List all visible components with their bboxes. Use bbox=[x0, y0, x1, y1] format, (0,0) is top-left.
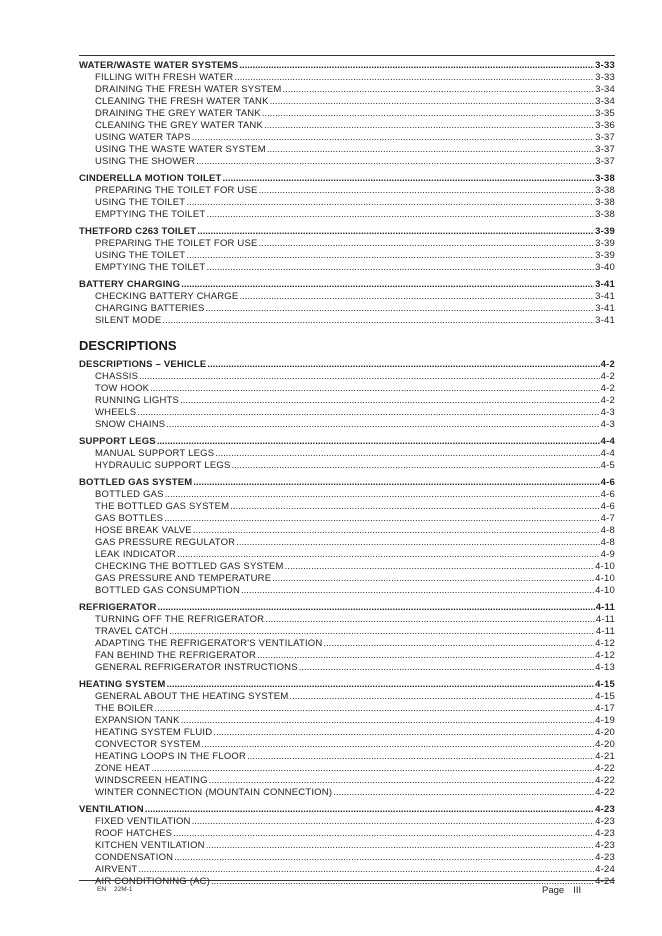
toc-heading-label: HEATING SYSTEM bbox=[79, 679, 166, 690]
toc-entry[interactable] bbox=[79, 156, 615, 168]
toc-entry-page: 4-12 bbox=[595, 650, 615, 661]
toc-entry-label: CLEANING THE FRESH WATER TANK bbox=[95, 96, 269, 107]
dot-leader bbox=[209, 775, 594, 787]
toc-group bbox=[79, 679, 615, 799]
toc-entry-page: 4-19 bbox=[595, 715, 615, 726]
dot-leader bbox=[259, 185, 595, 197]
dot-leader bbox=[206, 209, 594, 221]
dot-leader bbox=[223, 173, 595, 185]
toc-entry[interactable] bbox=[79, 525, 615, 537]
dot-leader bbox=[299, 662, 594, 674]
toc-entry-page: 4-3 bbox=[600, 407, 615, 418]
toc-entry-page: 3-37 bbox=[595, 144, 615, 155]
toc-entry-page: 3-38 bbox=[595, 197, 615, 208]
toc-entry[interactable] bbox=[79, 238, 615, 250]
toc-entry-page: 4-11 bbox=[595, 614, 615, 625]
toc-entry[interactable] bbox=[79, 775, 615, 787]
toc-entry-page: 4-24 bbox=[595, 864, 615, 875]
toc-entry[interactable] bbox=[79, 650, 615, 662]
dot-leader bbox=[213, 727, 594, 739]
dot-leader bbox=[264, 120, 594, 132]
toc-entry[interactable] bbox=[79, 96, 615, 108]
dot-leader bbox=[164, 513, 599, 525]
dot-leader bbox=[259, 238, 595, 250]
toc-entry[interactable] bbox=[79, 419, 615, 431]
toc-entry-page: 4-7 bbox=[600, 513, 615, 524]
toc-entry-page: 4-15 bbox=[595, 691, 615, 702]
toc-entry[interactable] bbox=[79, 703, 615, 715]
toc-entry-page: 4-8 bbox=[600, 537, 615, 548]
toc-entry-page: 3-40 bbox=[595, 262, 615, 273]
toc-entry-label: CHECKING THE BOTTLED GAS SYSTEM bbox=[95, 561, 284, 572]
toc-entry[interactable] bbox=[79, 407, 615, 419]
dot-leader bbox=[177, 549, 600, 561]
dot-leader bbox=[151, 763, 594, 775]
dot-leader bbox=[150, 383, 599, 395]
dot-leader bbox=[181, 715, 595, 727]
dot-leader bbox=[145, 804, 594, 816]
toc-group bbox=[79, 804, 615, 888]
toc-entry-label: USING THE TOILET bbox=[95, 197, 186, 208]
dot-leader bbox=[167, 679, 595, 691]
toc-group bbox=[79, 436, 615, 472]
toc-heading-label: BATTERY CHARGING bbox=[79, 279, 181, 290]
toc-entry-page: 3-34 bbox=[595, 84, 615, 95]
toc-entry-label: DRAINING THE GREY WATER TANK bbox=[95, 108, 261, 119]
toc-heading-label: WATER/WASTE WATER SYSTEMS bbox=[79, 60, 239, 71]
toc-group bbox=[79, 226, 615, 274]
toc-entry[interactable] bbox=[79, 460, 615, 472]
toc-entry-page: 4-21 bbox=[595, 751, 615, 762]
toc-entry[interactable] bbox=[79, 549, 615, 561]
footer-doc-code: 22M-1 bbox=[114, 886, 133, 893]
toc-entry-label: SILENT MODE bbox=[95, 315, 162, 326]
toc-entry[interactable] bbox=[79, 501, 615, 513]
toc-entry[interactable] bbox=[79, 513, 615, 525]
toc-entry-page: 3-36 bbox=[595, 120, 615, 131]
toc-entry-label: CHARGING BATTERIES bbox=[95, 303, 205, 314]
toc-entry-label: GENERAL REFRIGERATOR INSTRUCTIONS bbox=[95, 662, 298, 673]
toc-entry-page: 4-8 bbox=[600, 525, 615, 536]
toc-entry-label: FIXED VENTILATION bbox=[95, 816, 191, 827]
toc-entry-label: HOSE BREAK VALVE bbox=[95, 525, 192, 536]
toc-heading[interactable] bbox=[79, 602, 615, 614]
dot-leader bbox=[169, 626, 595, 638]
dot-leader bbox=[181, 279, 594, 291]
toc-entry[interactable] bbox=[79, 691, 615, 703]
toc-heading[interactable] bbox=[79, 477, 615, 489]
dot-leader bbox=[270, 96, 595, 108]
toc-entry[interactable] bbox=[79, 197, 615, 209]
toc-entry-label: CLEANING THE GREY WATER TANK bbox=[95, 120, 264, 131]
footer-page bbox=[542, 885, 590, 896]
dot-leader bbox=[285, 561, 595, 573]
dot-leader bbox=[206, 303, 595, 315]
dot-leader bbox=[262, 108, 594, 120]
toc-entry-label: HEATING SYSTEM FLUID bbox=[95, 727, 213, 738]
dot-leader bbox=[206, 262, 594, 274]
toc-entry-page: 4-6 bbox=[600, 489, 615, 500]
toc-entry-page: 3-39 bbox=[595, 238, 615, 249]
toc-entry-page: 4-24 bbox=[595, 876, 615, 887]
toc-entry-label: EXPANSION TANK bbox=[95, 715, 180, 726]
toc-entry-label: EMPTYING THE TOILET bbox=[95, 209, 206, 220]
dot-leader bbox=[230, 501, 599, 513]
toc-heading-page: 3-33 bbox=[595, 60, 615, 71]
toc-entry-label: WINDSCREEN HEATING bbox=[95, 775, 208, 786]
toc-entry-page: 3-38 bbox=[595, 185, 615, 196]
toc-entry-page: 4-13 bbox=[595, 662, 615, 673]
toc-entry-label: FAN BEHIND THE REFRIGERATOR bbox=[95, 650, 257, 661]
toc-heading-label: SUPPORT LEGS bbox=[79, 436, 156, 447]
toc-heading-label: THETFORD C263 TOILET bbox=[79, 226, 197, 237]
toc-entry[interactable] bbox=[79, 852, 615, 864]
toc-entry[interactable] bbox=[79, 763, 615, 775]
dot-leader bbox=[139, 371, 600, 383]
toc-entry[interactable] bbox=[79, 751, 615, 763]
toc-entry[interactable] bbox=[79, 876, 615, 888]
dot-leader bbox=[155, 703, 595, 715]
toc-entry-label: DRAINING THE FRESH WATER SYSTEM bbox=[95, 84, 282, 95]
toc-heading[interactable] bbox=[79, 804, 615, 816]
toc-entry[interactable] bbox=[79, 638, 615, 650]
toc-entry-page: 4-4 bbox=[600, 448, 615, 459]
toc-entry-label: USING THE SHOWER bbox=[95, 156, 196, 167]
toc-heading[interactable] bbox=[79, 279, 615, 291]
toc-entry-label: HYDRAULIC SUPPORT LEGS bbox=[95, 460, 231, 471]
toc-entry[interactable] bbox=[79, 250, 615, 262]
dot-leader bbox=[193, 525, 600, 537]
dot-leader bbox=[247, 751, 594, 763]
dot-leader bbox=[239, 60, 594, 72]
toc-entry-page: 3-34 bbox=[595, 96, 615, 107]
toc-entry[interactable] bbox=[79, 395, 615, 407]
toc-heading-label: VENTILATION bbox=[79, 804, 144, 815]
toc-group bbox=[79, 279, 615, 327]
toc-entry[interactable] bbox=[79, 383, 615, 395]
toc-entry-page: 3-33 bbox=[595, 72, 615, 83]
toc-heading[interactable] bbox=[79, 173, 615, 185]
toc-entry-label: KITCHEN VENTILATION bbox=[95, 840, 205, 851]
toc-group bbox=[79, 173, 615, 221]
dot-leader bbox=[186, 197, 594, 209]
toc-part-descriptions bbox=[79, 359, 615, 888]
toc-entry-page: 4-23 bbox=[595, 840, 615, 851]
toc-entry-page: 3-38 bbox=[595, 209, 615, 220]
dot-leader bbox=[211, 876, 594, 888]
toc-heading-page: 4-6 bbox=[600, 477, 615, 488]
section-title: DESCRIPTIONS bbox=[79, 338, 177, 353]
dot-leader bbox=[157, 436, 600, 448]
dot-leader bbox=[186, 250, 594, 262]
toc-heading[interactable] bbox=[79, 226, 615, 238]
toc-entry-page: 4-20 bbox=[595, 739, 615, 750]
toc-entry-page: 4-22 bbox=[595, 775, 615, 786]
toc-entry-page: 3-37 bbox=[595, 132, 615, 143]
toc-entry-label: GAS PRESSURE AND TEMPERATURE bbox=[95, 573, 272, 584]
toc-entry[interactable] bbox=[79, 303, 615, 315]
dot-leader bbox=[180, 395, 600, 407]
toc-entry-label: FILLING WITH FRESH WATER bbox=[95, 72, 234, 83]
dot-leader bbox=[166, 419, 599, 431]
toc-entry-label: GENERAL ABOUT THE HEATING SYSTEM bbox=[95, 691, 289, 702]
toc-entry-label: CONVECTOR SYSTEM bbox=[95, 739, 201, 750]
dot-leader bbox=[267, 144, 594, 156]
dot-leader bbox=[137, 407, 599, 419]
dot-leader bbox=[289, 691, 594, 703]
dot-leader bbox=[241, 585, 594, 597]
dot-leader bbox=[158, 602, 595, 614]
toc-entry-label: HEATING LOOPS IN THE FLOOR bbox=[95, 751, 247, 762]
toc-entry-label: THE BOTTLED GAS SYSTEM bbox=[95, 501, 230, 512]
toc-entry-page: 4-22 bbox=[595, 787, 615, 798]
toc-heading-label: CINDERELLA MOTION TOILET bbox=[79, 173, 222, 184]
toc-entry[interactable] bbox=[79, 662, 615, 674]
toc-entry[interactable] bbox=[79, 291, 615, 303]
toc-entry[interactable] bbox=[79, 209, 615, 221]
toc-entry-label: AIRVENT bbox=[95, 864, 138, 875]
toc-entry-page: 3-37 bbox=[595, 156, 615, 167]
dot-leader bbox=[165, 489, 600, 501]
toc-entry-label: USING THE TOILET bbox=[95, 250, 186, 261]
dot-leader bbox=[236, 537, 599, 549]
toc-entry[interactable] bbox=[79, 864, 615, 876]
toc-entry-label: LEAK INDICATOR bbox=[95, 549, 177, 560]
toc-entry-page: 4-2 bbox=[600, 383, 615, 394]
toc-group bbox=[79, 477, 615, 597]
toc-entry-label: GAS PRESSURE REGULATOR bbox=[95, 537, 236, 548]
toc-heading[interactable] bbox=[79, 436, 615, 448]
toc-entry-label: TURNING OFF THE REFRIGERATOR bbox=[95, 614, 265, 625]
toc-heading-page: 3-38 bbox=[595, 173, 615, 184]
toc-entry[interactable] bbox=[79, 489, 615, 501]
toc-entry[interactable] bbox=[79, 537, 615, 549]
toc-entry[interactable] bbox=[79, 614, 615, 626]
toc-entry-page: 4-23 bbox=[595, 852, 615, 863]
dot-leader bbox=[283, 84, 595, 96]
toc-entry[interactable] bbox=[79, 315, 615, 327]
dot-leader bbox=[138, 864, 594, 876]
toc-heading[interactable] bbox=[79, 679, 615, 691]
toc-entry-label: AIR CONDITIONING (AC) bbox=[95, 876, 211, 887]
toc-entry[interactable] bbox=[79, 185, 615, 197]
toc-entry-page: 4-6 bbox=[600, 501, 615, 512]
footer-page-label: Page bbox=[542, 885, 565, 896]
dot-leader bbox=[232, 460, 600, 472]
toc-entry-page: 3-35 bbox=[595, 108, 615, 119]
toc-entry-label: THE BOILER bbox=[95, 703, 154, 714]
toc-entry[interactable] bbox=[79, 120, 615, 132]
toc-heading-page: 4-11 bbox=[595, 602, 615, 613]
toc-heading-page: 4-4 bbox=[600, 436, 615, 447]
dot-leader bbox=[197, 226, 594, 238]
toc-entry-label: BOTTLED GAS bbox=[95, 489, 164, 500]
dot-leader bbox=[173, 828, 594, 840]
toc-heading[interactable] bbox=[79, 359, 615, 371]
toc-entry[interactable] bbox=[79, 727, 615, 739]
toc-entry-label: ZONE HEAT bbox=[95, 763, 151, 774]
dot-leader bbox=[234, 72, 594, 84]
dot-leader bbox=[323, 638, 594, 650]
toc-entry[interactable] bbox=[79, 626, 615, 638]
toc-group bbox=[79, 602, 615, 674]
toc-entry-label: USING THE WASTE WATER SYSTEM bbox=[95, 144, 266, 155]
dot-leader bbox=[196, 156, 594, 168]
toc-entry[interactable] bbox=[79, 715, 615, 727]
toc-entry-page: 4-2 bbox=[600, 371, 615, 382]
toc-entry[interactable] bbox=[79, 371, 615, 383]
toc-entry[interactable] bbox=[79, 739, 615, 751]
dot-leader bbox=[174, 852, 594, 864]
toc-entry[interactable] bbox=[79, 585, 615, 597]
toc-entry-label: CHASSIS bbox=[95, 371, 139, 382]
toc-entry-label: CONDENSATION bbox=[95, 852, 174, 863]
toc-entry[interactable] bbox=[79, 72, 615, 84]
dot-leader bbox=[265, 614, 595, 626]
top-rule bbox=[79, 55, 615, 56]
toc-entry[interactable] bbox=[79, 787, 615, 799]
toc-group bbox=[79, 60, 615, 168]
toc-entry-page: 3-41 bbox=[595, 315, 615, 326]
dot-leader bbox=[192, 816, 595, 828]
toc-entry-label: WHEELS bbox=[95, 407, 137, 418]
toc-entry-page: 4-9 bbox=[600, 549, 615, 560]
toc-entry[interactable] bbox=[79, 132, 615, 144]
toc-entry-page: 4-10 bbox=[595, 561, 615, 572]
toc-entry-page: 4-11 bbox=[595, 626, 615, 637]
toc-entry-page: 4-23 bbox=[595, 828, 615, 839]
toc-heading[interactable] bbox=[79, 60, 615, 72]
toc-heading-page: 4-23 bbox=[595, 804, 615, 815]
toc-entry-label: ROOF HATCHES bbox=[95, 828, 173, 839]
toc-entry-label: PREPARING THE TOILET FOR USE bbox=[95, 185, 258, 196]
footer-lang: EN bbox=[97, 886, 107, 893]
toc-entry-label: SNOW CHAINS bbox=[95, 419, 166, 430]
table-of-contents bbox=[79, 60, 615, 893]
dot-leader bbox=[193, 477, 599, 489]
toc-entry-page: 4-17 bbox=[595, 703, 615, 714]
toc-entry-page: 3-41 bbox=[595, 303, 615, 314]
dot-leader bbox=[162, 315, 594, 327]
toc-entry-page: 4-22 bbox=[595, 763, 615, 774]
footer-code bbox=[97, 886, 140, 893]
toc-entry-page: 4-5 bbox=[600, 460, 615, 471]
dot-leader bbox=[239, 291, 594, 303]
bottom-rule bbox=[79, 880, 615, 881]
toc-entry-page: 4-20 bbox=[595, 727, 615, 738]
toc-entry-label: CHECKING BATTERY CHARGE bbox=[95, 291, 239, 302]
dot-leader bbox=[201, 739, 594, 751]
toc-heading-label: REFRIGERATOR bbox=[79, 602, 157, 613]
toc-entry[interactable] bbox=[79, 573, 615, 585]
dot-leader bbox=[192, 132, 594, 144]
toc-entry-label: RUNNING LIGHTS bbox=[95, 395, 180, 406]
toc-entry-page: 3-41 bbox=[595, 291, 615, 302]
toc-entry[interactable] bbox=[79, 561, 615, 573]
toc-entry[interactable] bbox=[79, 448, 615, 460]
footer-page-number: III bbox=[573, 885, 582, 896]
toc-entry-label: GAS BOTTLES bbox=[95, 513, 164, 524]
toc-entry-label: PREPARING THE TOILET FOR USE bbox=[95, 238, 258, 249]
toc-entry-label: EMPTYING THE TOILET bbox=[95, 262, 206, 273]
toc-heading-page: 3-41 bbox=[595, 279, 615, 290]
toc-entry[interactable] bbox=[79, 262, 615, 274]
toc-entry-label: MANUAL SUPPORT LEGS bbox=[95, 448, 215, 459]
dot-leader bbox=[215, 448, 599, 460]
toc-entry-label: TOW HOOK bbox=[95, 383, 150, 394]
toc-heading-page: 4-2 bbox=[600, 359, 615, 370]
toc-part-water-to-battery bbox=[79, 60, 615, 327]
toc-entry-page: 4-12 bbox=[595, 638, 615, 649]
toc-group bbox=[79, 359, 615, 431]
toc-entry-page: 4-10 bbox=[595, 585, 615, 596]
dot-leader bbox=[272, 573, 594, 585]
dot-leader bbox=[333, 787, 594, 799]
toc-entry-page: 4-3 bbox=[600, 419, 615, 430]
toc-heading-page: 3-39 bbox=[595, 226, 615, 237]
toc-entry[interactable] bbox=[79, 84, 615, 96]
toc-entry-page: 4-23 bbox=[595, 816, 615, 827]
toc-entry-page: 3-39 bbox=[595, 250, 615, 261]
toc-entry-label: WINTER CONNECTION (MOUNTAIN CONNECTION) bbox=[95, 787, 333, 798]
toc-entry-label: USING WATER TAPS bbox=[95, 132, 191, 143]
toc-heading-label: DESCRIPTIONS – VEHICLE bbox=[79, 359, 207, 370]
toc-entry-label: TRAVEL CATCH bbox=[95, 626, 168, 637]
toc-entry-label: ADAPTING THE REFRIGERATOR'S VENTILATION bbox=[95, 638, 323, 649]
toc-heading-page: 4-15 bbox=[595, 679, 615, 690]
toc-entry-page: 4-10 bbox=[595, 573, 615, 584]
toc-entry[interactable] bbox=[79, 840, 615, 852]
toc-entry[interactable] bbox=[79, 828, 615, 840]
toc-entry-label: BOTTLED GAS CONSUMPTION bbox=[95, 585, 241, 596]
toc-entry[interactable] bbox=[79, 816, 615, 828]
dot-leader bbox=[207, 359, 599, 371]
dot-leader bbox=[206, 840, 594, 852]
dot-leader bbox=[257, 650, 594, 662]
toc-entry[interactable] bbox=[79, 108, 615, 120]
toc-heading-label: BOTTLED GAS SYSTEM bbox=[79, 477, 193, 488]
toc-entry[interactable] bbox=[79, 144, 615, 156]
toc-entry-page: 4-2 bbox=[600, 395, 615, 406]
